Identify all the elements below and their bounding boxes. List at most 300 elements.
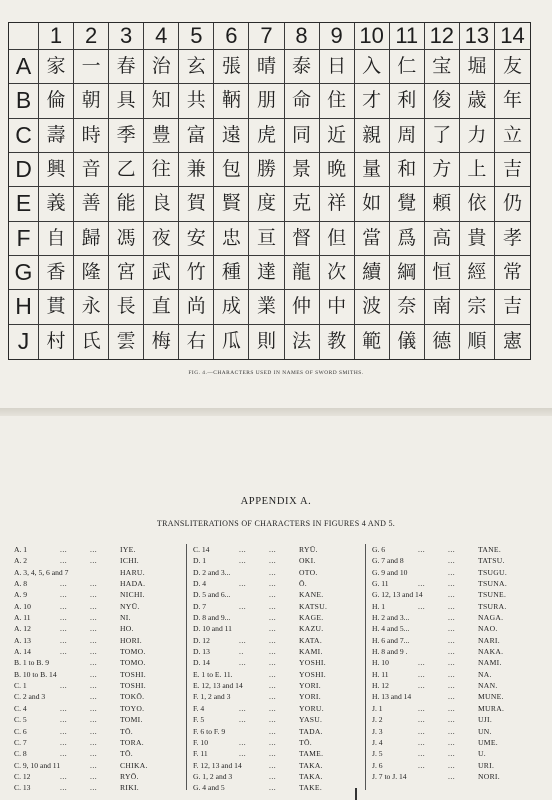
character-cell: 朋 xyxy=(249,84,284,118)
entry-leader: ... xyxy=(60,703,68,713)
entry-leader: ... xyxy=(239,703,247,713)
character-cell: 常 xyxy=(495,256,530,290)
row-header: C xyxy=(9,119,39,153)
character-cell: 能 xyxy=(109,187,144,221)
entry-key: F. 5 xyxy=(193,715,205,725)
character-cell: 吉 xyxy=(495,153,530,187)
character-cell: 賀 xyxy=(179,187,214,221)
character-cell: 義 xyxy=(39,187,74,221)
entry-leader: ... xyxy=(269,545,277,554)
character-cell: 雲 xyxy=(109,325,144,359)
entry-key: F. 1, 2 and 3 xyxy=(193,692,231,702)
entry-leader: ... xyxy=(448,567,456,577)
entry-key: C. 4 xyxy=(14,703,27,713)
transliteration-entry xyxy=(193,657,363,668)
entry-value: NAGA. xyxy=(478,613,504,623)
transliteration-entry xyxy=(372,657,542,668)
character-cell: 量 xyxy=(355,153,390,187)
entry-leader: ... xyxy=(239,545,247,554)
transliteration-entry xyxy=(193,726,363,737)
character-cell: 宮 xyxy=(109,256,144,290)
entry-key: G. 7 and 8 xyxy=(372,556,404,566)
transliteration-entry xyxy=(14,771,184,782)
entry-key: E. 12, 13 and 14 xyxy=(193,681,243,691)
character-cell: 春 xyxy=(109,50,144,84)
row-header: B xyxy=(9,84,39,118)
entry-leader: ... xyxy=(448,545,456,554)
entry-value: MUNE. xyxy=(478,692,504,702)
character-cell: 俊 xyxy=(425,84,460,118)
transliteration-entry xyxy=(193,544,363,555)
character-cell: 歳 xyxy=(460,84,495,118)
entry-leader: ... xyxy=(90,590,98,600)
column-header: 11 xyxy=(390,23,425,50)
transliteration-entry xyxy=(372,737,542,748)
character-cell: 晩 xyxy=(320,153,355,187)
entry-leader: ... xyxy=(448,749,456,759)
character-cell: 日 xyxy=(320,50,355,84)
entry-leader: ... xyxy=(239,556,247,566)
entry-value: TAKA. xyxy=(299,771,323,781)
character-cell: 興 xyxy=(39,153,74,187)
entry-leader: ... xyxy=(90,545,98,554)
character-cell: 業 xyxy=(249,290,284,324)
entry-key: G. 6 xyxy=(372,545,386,554)
entry-key: H. 6 and 7... xyxy=(372,635,410,645)
entry-leader: ... xyxy=(269,726,277,736)
entry-leader: ... xyxy=(448,624,456,634)
column-header: 7 xyxy=(249,23,284,50)
entry-value: Ō. xyxy=(299,579,307,589)
entry-leader: ... xyxy=(269,703,277,713)
entry-key: H. 12 xyxy=(372,681,389,691)
character-cell: 時 xyxy=(74,119,109,153)
character-cell: 貫 xyxy=(39,290,74,324)
character-cell: 壽 xyxy=(39,119,74,153)
column-header: 13 xyxy=(460,23,495,50)
entry-value: RYŌ. xyxy=(120,771,139,781)
entry-value: TSUNE. xyxy=(478,590,507,600)
character-cell: 氏 xyxy=(74,325,109,359)
character-cell: 南 xyxy=(425,290,460,324)
entry-leader: ... xyxy=(418,658,426,668)
entry-value: TOMO. xyxy=(120,647,146,657)
entry-leader: ... xyxy=(448,579,456,589)
transliteration-entry xyxy=(193,714,363,725)
entry-key: J. 1 xyxy=(372,703,383,713)
row-header: H xyxy=(9,290,39,324)
entry-key: D. 7 xyxy=(193,601,207,611)
entry-value: TSURA. xyxy=(478,601,507,611)
transliteration-entry xyxy=(372,669,542,680)
entry-value: TADA. xyxy=(299,726,323,736)
character-cell: 仁 xyxy=(390,50,425,84)
transliteration-entry xyxy=(14,726,184,737)
character-cell: 季 xyxy=(109,119,144,153)
entry-leader: ... xyxy=(448,715,456,725)
character-cell: 綱 xyxy=(390,256,425,290)
entry-leader: ... xyxy=(418,669,426,679)
transliteration-entry xyxy=(14,589,184,600)
character-cell: 達 xyxy=(249,256,284,290)
transliteration-entry xyxy=(372,635,542,646)
character-cell: 賢 xyxy=(214,187,249,221)
entry-value: KANE. xyxy=(299,590,324,600)
character-cell: 督 xyxy=(285,222,320,256)
entry-value: UN. xyxy=(478,726,492,736)
entry-key: G. 11 xyxy=(372,579,389,589)
entry-value: IYE. xyxy=(120,545,136,554)
transliteration-entry xyxy=(14,680,184,691)
entry-leader: ... xyxy=(60,715,68,725)
character-cell: 恒 xyxy=(425,256,460,290)
transliteration-entry xyxy=(193,691,363,702)
transliteration-entry xyxy=(193,646,363,657)
entry-key: A. 11 xyxy=(14,613,31,623)
entry-leader: ... xyxy=(269,658,277,668)
entry-leader: ... xyxy=(448,692,456,702)
transliteration-entry xyxy=(14,703,184,714)
entry-key: A. 3, 4, 5, 6 and 7 xyxy=(14,567,69,577)
character-cell: 家 xyxy=(39,50,74,84)
column-divider xyxy=(186,544,187,790)
entry-leader: ... xyxy=(418,760,426,770)
entry-leader: ... xyxy=(269,749,277,759)
transliteration-entry xyxy=(14,748,184,759)
entry-key: A. 14 xyxy=(14,647,31,657)
character-cell: 泰 xyxy=(285,50,320,84)
character-cell: 續 xyxy=(355,256,390,290)
entry-key: F. 11 xyxy=(193,749,208,759)
entry-key: A. 8 xyxy=(14,579,28,589)
entry-key: A. 1 xyxy=(14,545,28,554)
character-cell: 長 xyxy=(109,290,144,324)
character-cell: 村 xyxy=(39,325,74,359)
entry-key: D. 10 and 11 xyxy=(193,624,232,634)
entry-value: CHIKA. xyxy=(120,760,148,770)
transliteration-entry xyxy=(372,748,542,759)
character-cell: 音 xyxy=(74,153,109,187)
transliteration-entry xyxy=(14,601,184,612)
entry-value: TAME. xyxy=(299,749,324,759)
entry-key: F. 10 xyxy=(193,737,209,747)
character-cell: 入 xyxy=(355,50,390,84)
character-cell: 夜 xyxy=(144,222,179,256)
transliteration-entry xyxy=(193,669,363,680)
entry-leader: ... xyxy=(90,556,98,566)
entry-leader: ... xyxy=(448,613,456,623)
entry-value: TOMI. xyxy=(120,715,143,725)
transliteration-entry xyxy=(372,612,542,623)
entry-leader: ... xyxy=(269,624,277,634)
entry-value: TŌ. xyxy=(120,726,133,736)
entry-value: U. xyxy=(478,749,486,759)
character-cell: 尚 xyxy=(179,290,214,324)
entry-key: A. 2 xyxy=(14,556,28,566)
entry-value: KAGE. xyxy=(299,613,324,623)
entry-leader: ... xyxy=(60,647,68,657)
character-cell: 了 xyxy=(425,119,460,153)
transliteration-entry xyxy=(14,657,184,668)
entry-leader: ... xyxy=(448,681,456,691)
entry-key: A. 13 xyxy=(14,635,31,645)
entry-leader: ... xyxy=(418,715,426,725)
entry-leader: ... xyxy=(269,590,277,600)
entry-key: C. 9, 10 and 11 xyxy=(14,760,61,770)
entry-leader: ... xyxy=(448,669,456,679)
character-cell: 遠 xyxy=(214,119,249,153)
transliteration-entry xyxy=(193,635,363,646)
entry-value: KAZU. xyxy=(299,624,324,634)
entry-key: G. 12, 13 and 14 xyxy=(372,590,423,600)
entry-value: NAN. xyxy=(478,681,498,691)
transliteration-entry xyxy=(193,748,363,759)
transliteration-entry xyxy=(14,760,184,771)
transliteration-entry xyxy=(193,771,363,782)
character-cell: 年 xyxy=(495,84,530,118)
entry-key: C. 8 xyxy=(14,749,27,759)
entry-key: H. 2 and 3... xyxy=(372,613,410,623)
entry-leader: ... xyxy=(90,669,98,679)
entry-key: D. 14 xyxy=(193,658,210,668)
entry-leader: ... xyxy=(60,726,68,736)
entry-key: C. 14 xyxy=(193,545,210,554)
entry-value: KATSU. xyxy=(299,601,328,611)
figure-caption: FIG. 4.—CHARACTERS USED IN NAMES OF SWORD SMITHS. xyxy=(188,370,364,376)
transliteration-entry xyxy=(193,555,363,566)
character-cell: 晴 xyxy=(249,50,284,84)
entry-value: TOMO. xyxy=(120,658,146,668)
entry-leader: ... xyxy=(90,658,98,668)
entry-leader: ... xyxy=(90,647,98,657)
character-cell: 範 xyxy=(355,325,390,359)
entry-key: H. 1 xyxy=(372,601,386,611)
entry-key: C. 6 xyxy=(14,726,27,736)
entry-leader: ... xyxy=(60,624,68,634)
transliteration-column-3 xyxy=(372,544,542,782)
entry-leader: ... xyxy=(269,692,277,702)
character-cell: 貴 xyxy=(460,222,495,256)
transliteration-column-1 xyxy=(14,544,184,794)
transliteration-entry xyxy=(14,623,184,634)
transliteration-entry xyxy=(193,703,363,714)
entry-value: HORI. xyxy=(120,635,142,645)
entry-leader: ... xyxy=(269,601,277,611)
entry-value: NYŪ. xyxy=(120,601,140,611)
entry-key: J. 3 xyxy=(372,726,383,736)
character-cell: 仲 xyxy=(285,290,320,324)
character-cell: 治 xyxy=(144,50,179,84)
character-cell: 孝 xyxy=(495,222,530,256)
entry-value: YORI. xyxy=(299,681,321,691)
entry-key: C. 2 and 3 xyxy=(14,692,46,702)
entry-leader: ... xyxy=(90,703,98,713)
column-header: 14 xyxy=(495,23,530,50)
character-cell: 自 xyxy=(39,222,74,256)
entry-value: NAMI. xyxy=(478,658,502,668)
transliteration-entry xyxy=(193,589,363,600)
entry-leader: ... xyxy=(60,545,68,554)
entry-value: TAKA. xyxy=(299,760,323,770)
entry-value: TŌ. xyxy=(299,737,312,747)
entry-leader: ... xyxy=(90,681,98,691)
entry-leader: ... xyxy=(269,613,277,623)
column-header: 2 xyxy=(74,23,109,50)
character-cell: 覺 xyxy=(390,187,425,221)
entry-value: NAO. xyxy=(478,624,498,634)
character-cell: 豊 xyxy=(144,119,179,153)
entry-value: RIKI. xyxy=(120,783,140,793)
entry-leader: ... xyxy=(448,771,456,781)
transliteration-entry xyxy=(14,544,184,555)
column-header: 8 xyxy=(285,23,320,50)
entry-key: J. 2 xyxy=(372,715,383,725)
entry-value: TSUGU. xyxy=(478,567,508,577)
transliteration-entry xyxy=(193,623,363,634)
entry-value: TORA. xyxy=(120,737,144,747)
entry-leader: ... xyxy=(239,601,247,611)
entry-leader: ... xyxy=(90,737,98,747)
character-cell: 倫 xyxy=(39,84,74,118)
transliteration-entry xyxy=(372,601,542,612)
entry-value: YOSHI. xyxy=(299,658,326,668)
character-cell: 經 xyxy=(460,256,495,290)
character-cell: 次 xyxy=(320,256,355,290)
entry-leader: ... xyxy=(90,760,98,770)
transliteration-entry xyxy=(372,691,542,702)
entry-leader: ... xyxy=(90,692,98,702)
transliteration-entry xyxy=(372,589,542,600)
character-cell: 堀 xyxy=(460,50,495,84)
entry-leader: ... xyxy=(60,635,68,645)
entry-key: C. 5 xyxy=(14,715,27,725)
entry-value: TANE. xyxy=(478,545,502,554)
row-header: E xyxy=(9,187,39,221)
transliteration-entry xyxy=(372,623,542,634)
entry-leader: ... xyxy=(448,590,456,600)
column-header: 3 xyxy=(109,23,144,50)
column-header: 6 xyxy=(214,23,249,50)
entry-value: NI. xyxy=(120,613,131,623)
entry-key: G. 4 and 5 xyxy=(193,783,225,793)
entry-leader: ... xyxy=(418,545,426,554)
entry-leader: ... xyxy=(239,749,247,759)
row-header: F xyxy=(9,222,39,256)
character-cell: 知 xyxy=(144,84,179,118)
entry-leader: ... xyxy=(90,715,98,725)
entry-leader: ... xyxy=(448,601,456,611)
entry-value: TOSHI. xyxy=(120,681,146,691)
entry-key: A. 10 xyxy=(14,601,31,611)
entry-value: TŌ. xyxy=(120,749,133,759)
transliteration-entry xyxy=(372,646,542,657)
character-cell: 但 xyxy=(320,222,355,256)
character-cell: 依 xyxy=(460,187,495,221)
character-cell: 力 xyxy=(460,119,495,153)
transliteration-entry xyxy=(372,555,542,566)
entry-leader: ... xyxy=(418,703,426,713)
entry-leader: ... xyxy=(448,658,456,668)
entry-key: J. 6 xyxy=(372,760,383,770)
entry-leader: ... xyxy=(90,771,98,781)
character-cell: 富 xyxy=(179,119,214,153)
transliteration-entry xyxy=(372,703,542,714)
entry-leader: ... xyxy=(269,760,277,770)
entry-value: RYŪ. xyxy=(299,545,318,554)
entry-key: F. 6 to F. 9 xyxy=(193,726,226,736)
entry-key: D. 8 and 9... xyxy=(193,613,231,623)
character-cell: 友 xyxy=(495,50,530,84)
column-header: 4 xyxy=(144,23,179,50)
transliteration-entry xyxy=(372,760,542,771)
entry-leader: ... xyxy=(269,737,277,747)
transliteration-column-2 xyxy=(193,544,363,794)
character-cell: 虎 xyxy=(249,119,284,153)
transliteration-entry xyxy=(372,726,542,737)
character-cell: 吉 xyxy=(495,290,530,324)
entry-value: NAKA. xyxy=(478,647,504,657)
entry-value: TOKŌ. xyxy=(120,692,145,702)
entry-leader: ... xyxy=(60,681,68,691)
entry-key: H. 13 and 14 xyxy=(372,692,412,702)
entry-leader: ... xyxy=(418,579,426,589)
column-header: 10 xyxy=(355,23,390,50)
character-cell: 右 xyxy=(179,325,214,359)
entry-leader: ... xyxy=(90,613,98,623)
entry-value: TSUNA. xyxy=(478,579,508,589)
entry-key: G. 1, 2 and 3 xyxy=(193,771,233,781)
character-cell: 具 xyxy=(109,84,144,118)
character-cell: 則 xyxy=(249,325,284,359)
character-cell: 奈 xyxy=(390,290,425,324)
character-cell: 度 xyxy=(249,187,284,221)
entry-value: NORI. xyxy=(478,771,500,781)
entry-leader: ... xyxy=(239,715,247,725)
entry-value: TOYO. xyxy=(120,703,145,713)
entry-value: MURA. xyxy=(478,703,505,713)
entry-leader: ... xyxy=(448,726,456,736)
transliteration-entry xyxy=(14,737,184,748)
transliteration-entry xyxy=(14,567,184,578)
character-cell: 宗 xyxy=(460,290,495,324)
character-cell: 親 xyxy=(355,119,390,153)
entry-leader: ... xyxy=(269,783,277,793)
entry-key: H. 4 and 5... xyxy=(372,624,410,634)
character-cell: 法 xyxy=(285,325,320,359)
transliteration-entry xyxy=(193,760,363,771)
transliteration-entry xyxy=(193,612,363,623)
entry-leader: .. xyxy=(239,647,244,657)
transliteration-entry xyxy=(14,782,184,793)
entry-leader: ... xyxy=(90,635,98,645)
character-cell: 種 xyxy=(214,256,249,290)
entry-key: D. 12 xyxy=(193,635,210,645)
row-header: A xyxy=(9,50,39,84)
entry-key: H. 11 xyxy=(372,669,389,679)
entry-value: NICHI. xyxy=(120,590,145,600)
character-cell: 玄 xyxy=(179,50,214,84)
column-header: 5 xyxy=(179,23,214,50)
character-cell: 竹 xyxy=(179,256,214,290)
entry-value: NA. xyxy=(478,669,492,679)
entry-leader: ... xyxy=(269,647,277,657)
character-cell: 朝 xyxy=(74,84,109,118)
entry-key: D. 5 and 6... xyxy=(193,590,231,600)
entry-leader: ... xyxy=(448,556,456,566)
entry-key: G. 9 and 10 xyxy=(372,567,408,577)
character-cell: 教 xyxy=(320,325,355,359)
entry-value: YASU. xyxy=(299,715,323,725)
